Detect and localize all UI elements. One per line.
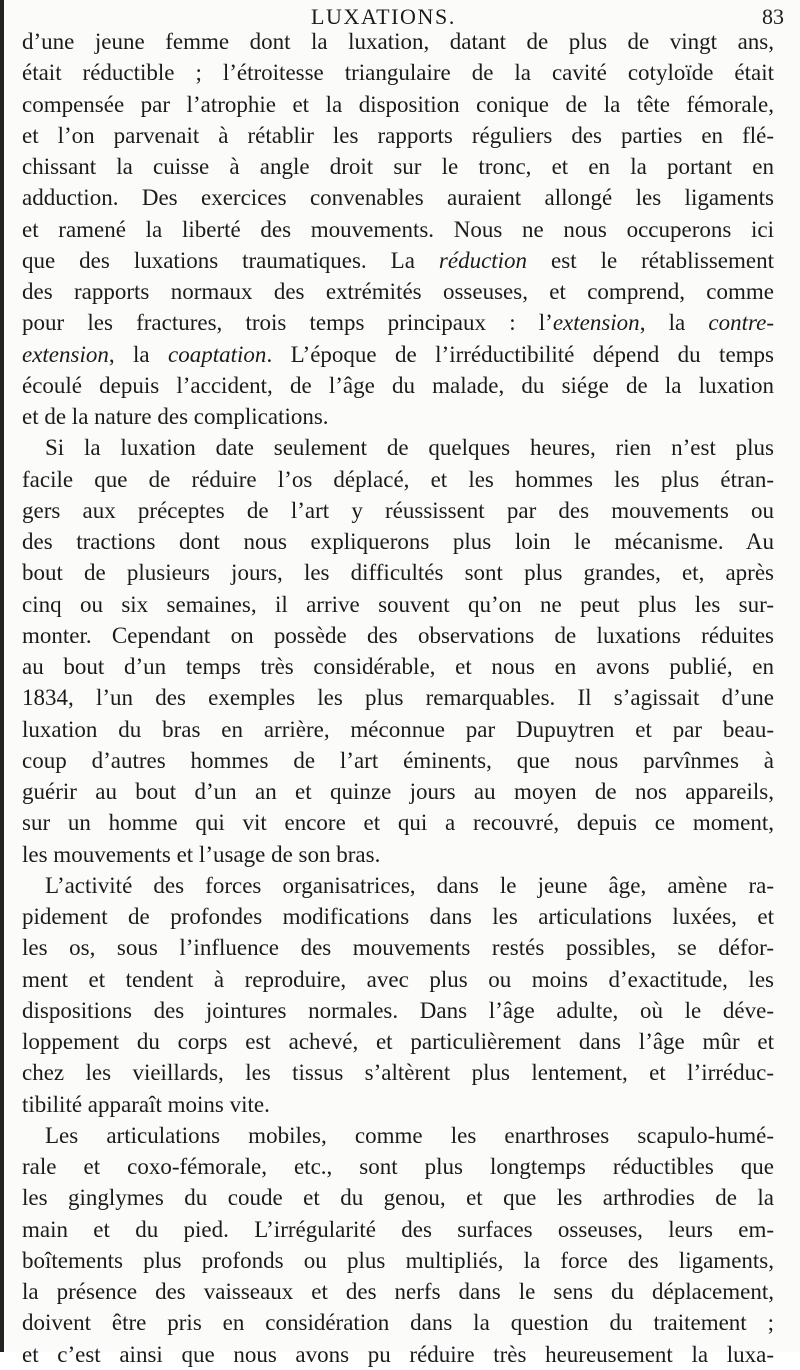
italic-term: réduction	[438, 247, 528, 273]
text-line: les ginglymes du coude et du genou, et que les arthrodies de la	[22, 1185, 774, 1211]
text-line: pidement de profondes modifications dans les articulations luxées, et	[22, 904, 774, 929]
text-line: ment et tendent à reproduire, avec plus ou moins d’exactitude, les	[22, 966, 774, 992]
text-line: des tractions dont nous expliquerons plus loin le mécanisme. Au	[22, 529, 774, 554]
text-line: 1834, l’un des exemples les plus remarquables. Il s’agissait d’une	[22, 685, 774, 711]
text-line: luxation du bras en arrière, méconnue par Dupuytren et par beau-	[22, 716, 774, 742]
text-line: compensée par l’atrophie et la disposition conique de la tête fémorale,	[22, 91, 774, 117]
text-line: et de la nature des complications.	[22, 404, 329, 429]
text-line: était réductible ; l’étroitesse triangulaire de la cavité cotyloïde était	[22, 60, 774, 86]
text-line: monter. Cependant on possède des observations de luxations réduites	[22, 622, 774, 648]
page-number: 83	[762, 4, 784, 29]
text-line: et l’on parvenait à rétablir les rapports réguliers des parties en flé-	[22, 122, 774, 148]
text-line: les os, sous l’influence des mouvements restés possibles, se défor-	[22, 935, 774, 961]
text-line: loppement du corps est achevé, et particulièrement dans l’âge mûr et	[22, 1029, 774, 1054]
italic-term: coaptation	[168, 341, 267, 367]
text-line: doivent être pris en considération dans la question du traitement ;	[22, 1310, 774, 1336]
text-line: L’activité des forces organisatrices, dans le jeune âge, amène ra-	[45, 872, 774, 898]
italic-term: extension	[22, 341, 109, 367]
text-line: dispositions des jointures normales. Dans l’âge adulte, où le déve-	[22, 997, 774, 1023]
text-line: facile que de réduire l’os déplacé, et les hommes les plus étran-	[22, 466, 774, 492]
text-line: sur un homme qui vit encore et qui a recouvré, depuis ce moment,	[22, 810, 774, 836]
italic-term: extension	[552, 310, 640, 336]
page-edge-shadow	[0, 0, 4, 1352]
text-line: chez les vieillards, les tissus s’altèrent plus lentement, et l’irréduc-	[22, 1060, 774, 1086]
text-line: bout de plusieurs jours, les difficultés sont plus grandes, et, après	[22, 560, 774, 586]
text-line: et ramené la liberté des mouvements. Nous ne nous occuperons ici	[22, 216, 774, 242]
text-line: gers aux préceptes de l’art y réussissent par des mouvements ou	[22, 497, 774, 523]
text-line: Si la luxation date seulement de quelques heures, rien n’est plus	[45, 435, 774, 461]
body-text	[22, 26, 774, 1370]
italic-term: contre-	[708, 310, 774, 336]
text-line: pour les fractures, trois temps principaux : l’extension, la contre-	[22, 310, 774, 336]
text-line: et c’est ainsi que nous avons pu réduire très heureusement la luxa-	[22, 1341, 774, 1367]
text-line: extension, la coaptation. L’époque de l’irréductibilité dépend du temps	[22, 341, 774, 367]
text-line: que des luxations traumatiques. La réduction est le rétablissement	[22, 247, 774, 273]
text-line: d’une jeune femme dont la luxation, datant de plus de vingt ans,	[22, 29, 774, 54]
text-line: tibilité apparaît moins vite.	[22, 1091, 270, 1117]
text-line: écoulé depuis l’accident, de l’âge du malade, du siége de la luxation	[22, 372, 774, 398]
text-line: rale et coxo-fémorale, etc., sont plus longtemps réductibles que	[22, 1154, 774, 1179]
text-line: au bout d’un temps très considérable, et nous en avons publié, en	[22, 654, 774, 679]
text-line: la présence des vaisseaux et des nerfs dans le sens du déplacement,	[22, 1279, 774, 1304]
text-line: cinq ou six semaines, il arrive souvent qu’on ne peut plus les sur-	[22, 591, 774, 617]
running-title: LUXATIONS.	[311, 4, 456, 29]
text-line: main et du pied. L’irrégularité des surfaces osseuses, leurs em-	[22, 1216, 774, 1242]
text-line: Les articulations mobiles, comme les enarthroses scapulo-humé-	[45, 1122, 774, 1148]
text-line: les mouvements et l’usage de son bras.	[22, 841, 381, 867]
text-line: adduction. Des exercices convenables auraient allongé les ligaments	[22, 185, 774, 211]
text-line: des rapports normaux des extrémités osseuses, et comprend, comme	[22, 279, 774, 304]
text-line: guérir au bout d’un an et quinze jours au moyen de nos appareils,	[22, 779, 774, 804]
text-line: boîtements plus profonds ou plus multipliés, la force des ligaments,	[22, 1247, 774, 1273]
text-line: chissant la cuisse à angle droit sur le tronc, et en la portant en	[22, 154, 774, 179]
text-line: coup d’autres hommes de l’art éminents, que nous parvînmes à	[22, 747, 774, 773]
